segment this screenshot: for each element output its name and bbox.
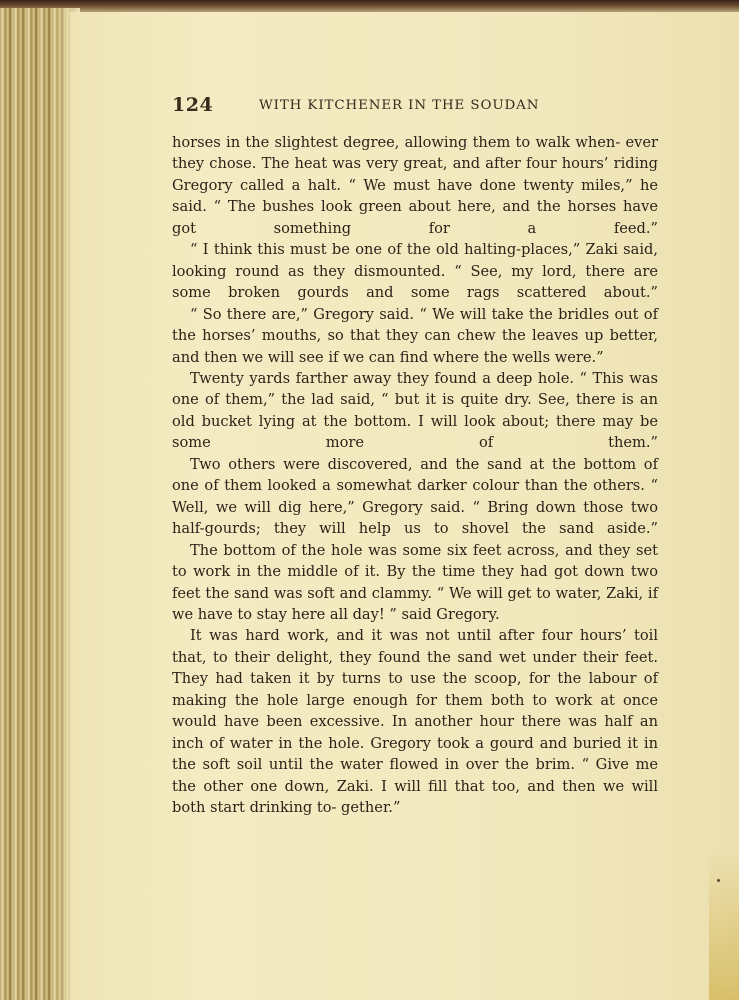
paper-speck [717, 879, 720, 882]
paragraph: “ So there are,” Gregory said. “ We will take the bridles out of the horses’ mouths, so that they can chew the leaves up better, and then we will see if we can find where the wells were.” [172, 305, 658, 366]
paragraph: Twenty yards farther away they found a deep hole. “ This was one of them,” the lad said, “ but it is quite dry. See, there is an old bucket lying at the bottom. I will look about; there may be some more of them.” [172, 369, 658, 452]
gutter-fade [52, 8, 80, 1000]
paragraph: It was hard work, and it was not until after four hours’ toil that, to their delight, they found the sand wet under their feet. They had taken it by turns to use the scoop, for the labour of making the hole large enough for them both to work at once would have been excessive. In another hour there was half an inch of water in the hole. Gregory took a gourd and buried it in the soft soil until the water flowed in over the brim. “ Give me the other one down, Zaki. I will fill that too, and then we will both start drinking to- gether.” [172, 627, 658, 817]
page-number: 124 [172, 94, 214, 116]
body-text [172, 132, 658, 819]
paragraph: The bottom of the hole was some six feet across, and they set to work in the middle of it. By the time they had got down two feet the sand was soft and clammy. “ We will get to water, Zaki, if we have to stay here all day! ” said Gregory. [172, 541, 658, 623]
running-title: WITH KITCHENER IN THE SOUDAN [259, 98, 540, 113]
page-edge-stain [709, 850, 739, 1000]
paragraph: Two others were discovered, and the sand at the bottom of one of them looked a somewhat darker colour than the others. “ Well, we will dig here,” Gregory said. “ Bring down those two half-gourds; they will help us to shovel the sand aside.” [172, 455, 658, 538]
running-header [172, 94, 562, 120]
paragraph: “ I think this must be one of the old halting-places,” Zaki said, looking round as they dismounted. “ See, my lord, there are some broken gourds and some rags scattered about.” [172, 241, 658, 302]
paragraph: horses in the slightest degree, allowing them to walk when- ever they chose. The heat was very great, and after four hours’ riding Gregory called a halt. “ We must have done twenty miles,” he said. “ The bushes look green about here, and the horses have got something for a feed.” [172, 134, 658, 237]
